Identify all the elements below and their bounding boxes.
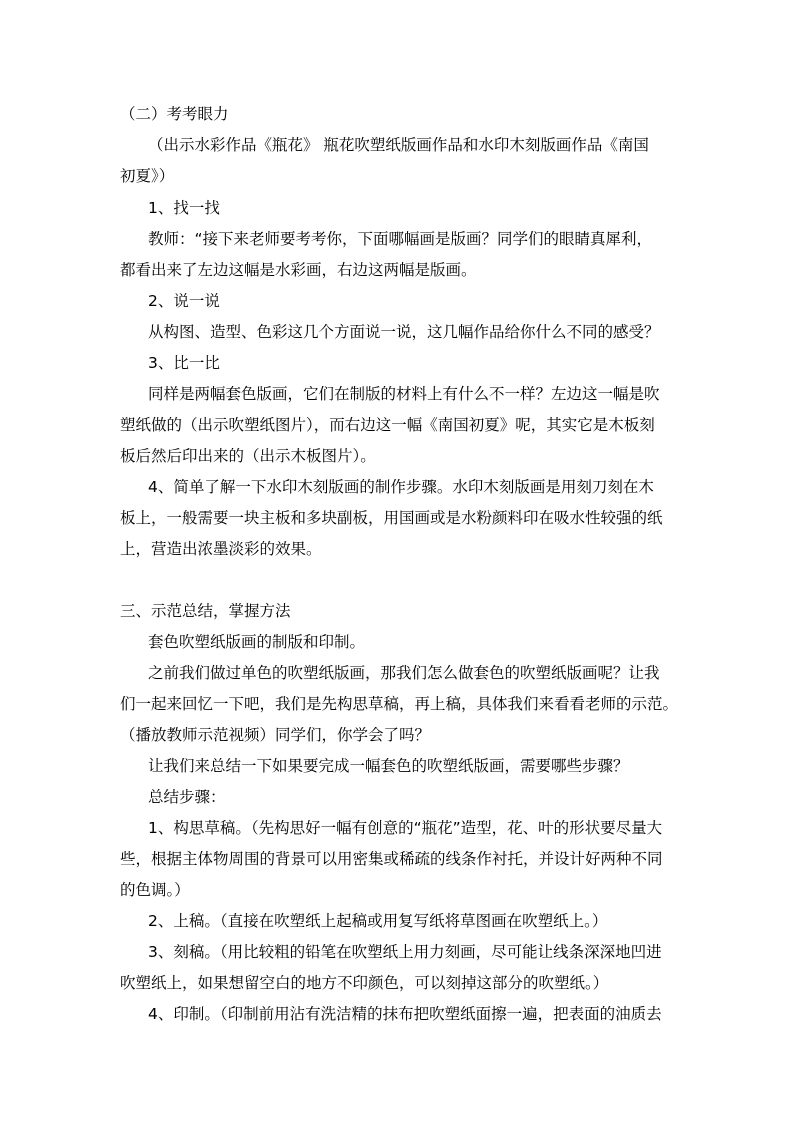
paragraph-line: 们一起来回忆一下吧，我们是先构思草稿，再上稿，具体我们来看看老师的示范。	[120, 695, 679, 713]
subheading-bi-yi-bi: 3、比一比	[148, 354, 220, 372]
subheading-zongjie-buzhou: 总结步骤：	[148, 788, 226, 806]
paragraph-line: 的色调。）	[120, 881, 190, 899]
paragraph-line: 2、上稿。（直接在吹塑纸上起稿或用复写纸将草图画在吹塑纸上。）	[148, 912, 608, 930]
paragraph-line: 4、印制。（印制前用沾有洗洁精的抹布把吹塑纸面擦一遍，把表面的油质去	[148, 1005, 662, 1023]
paragraph-line: 同样是两幅套色版画，它们在制版的材料上有什么不一样？左边这一幅是吹	[148, 385, 660, 403]
paragraph-line: 让我们来总结一下如果要完成一幅套色的吹塑纸版画，需要哪些步骤？	[148, 757, 629, 775]
paragraph-line: 吹塑纸上，如果想留空白的地方不印颜色，可以刻掉这部分的吹塑纸。）	[120, 974, 609, 992]
heading-shifan-zongjie: 三、示范总结，掌握方法	[120, 602, 291, 620]
paragraph-line: 1、构思草稿。（先构思好一幅有创意的“瓶花”造型，花、叶的形状要尽量大	[148, 819, 663, 837]
paragraph-line: 都看出来了左边这幅是水彩画，右边这两幅是版画。	[120, 261, 477, 279]
subheading-zhao-yi-zhao: 1、找一找	[148, 199, 220, 217]
paragraph-line: 之前我们做过单色的吹塑纸版画，那我们怎么做套色的吹塑纸版画呢？让我	[148, 664, 660, 682]
paragraph-line: 套色吹塑纸版画的制版和印制。	[148, 633, 366, 651]
paragraph-line: 从构图、造型、色彩这几个方面说一说，这几幅作品给你什么不同的感受？	[148, 323, 660, 341]
paragraph-line: 板上，一般需要一块主板和多块副板，用国画或是水粉颜料印在吸水性较强的纸	[120, 509, 663, 527]
paragraph-line: 3、刻稿。（用比较粗的铅笔在吹塑纸上用力刻画，尽可能让线条深深地凹进	[148, 943, 662, 961]
paragraph-line: 上，营造出浓墨淡彩的效果。	[120, 540, 322, 558]
paragraph-line: 4、简单了解一下水印木刻版画的制作步骤。水印木刻版画是用刻刀刻在木	[148, 478, 654, 496]
paragraph-line: （出示水彩作品《瓶花》 瓶花吹塑纸版画作品和水印木刻版画作品《南国	[148, 136, 649, 154]
paragraph-line: 塑纸做的（出示吹塑纸图片），而右边这一幅《南国初夏》呢，其实它是木板刻	[120, 416, 655, 434]
paragraph-line: 教师：“接下来老师要考考你，下面哪幅画是版画？同学们的眼睛真犀利，	[148, 230, 653, 248]
paragraph-line: 些，根据主体物周围的背景可以用密集或稀疏的线条作衬托，并设计好两种不同	[120, 850, 663, 868]
paragraph-line: 初夏》）	[120, 167, 175, 185]
heading-kaokao-yanli: （二）考考眼力	[120, 105, 229, 123]
subheading-shuo-yi-shuo: 2、说一说	[148, 292, 220, 310]
paragraph-line: 板后然后印出来的（出示木板图片）。	[120, 447, 376, 465]
paragraph-line: （播放教师示范视频）同学们，你学会了吗？	[120, 726, 431, 744]
